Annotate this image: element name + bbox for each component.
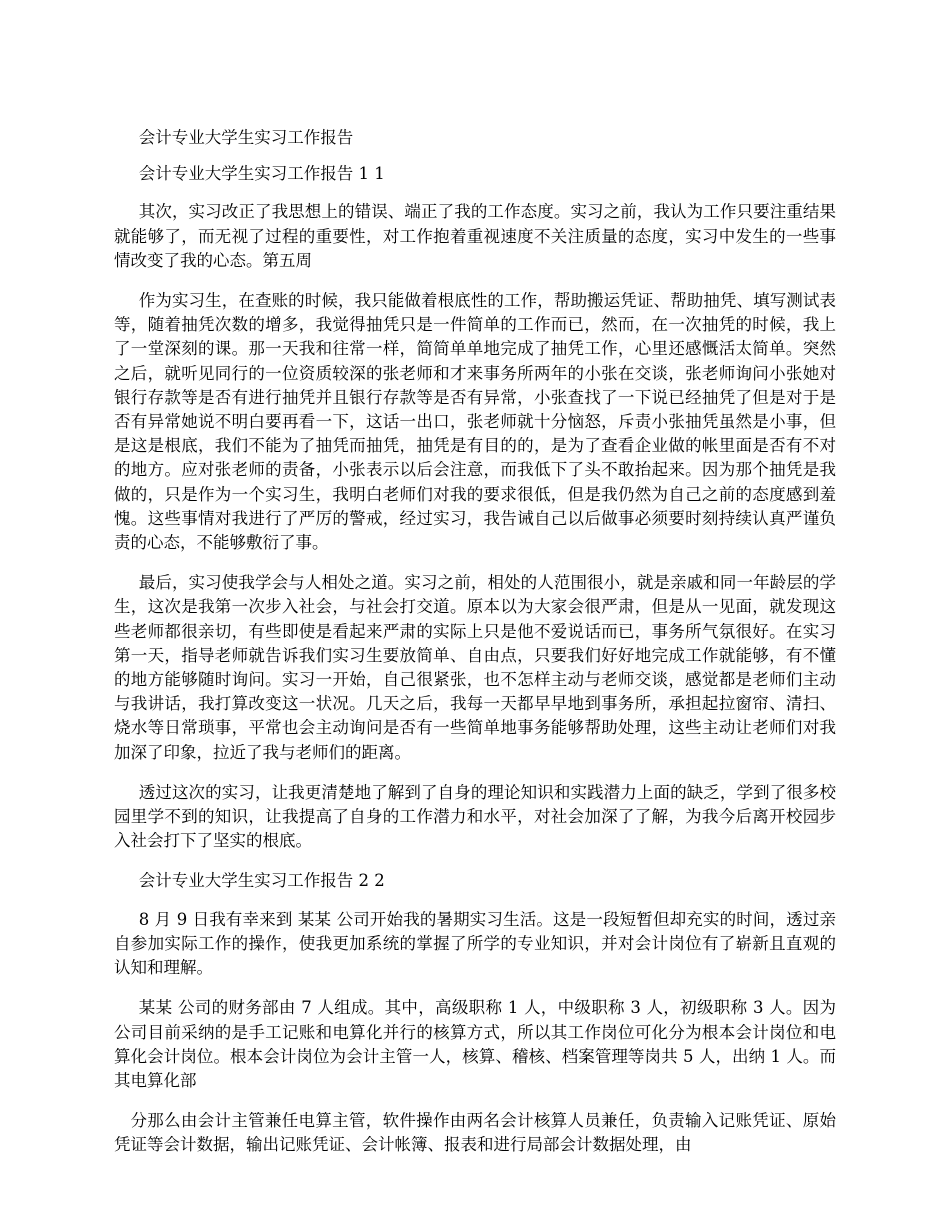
paragraph: 分那么由会计主管兼任电算主管，软件操作由两名会计核算人员兼任，负责输入记账凭证、原始凭证等会计数据，输出记账凭证、会计帐簿、报表和进行局部会计数据处理，由 (114, 1111, 836, 1155)
document-title: 会计专业大学生实习工作报告 (138, 128, 354, 147)
paragraph: 其次，实习改正了我思想上的错误、端正了我的工作态度。实习之前，我认为工作只要注重结果就能够了，而无视了过程的重要性，对工作抱着重视速度不关注质量的态度，实习中发生的一些事情改变了我的心态。第五周 (114, 202, 836, 270)
paragraph: 作为实习生，在查账的时候，我只能做着根底性的工作，帮助搬运凭证、帮助抽凭、填写测试表等，随着抽凭次数的增多，我觉得抽凭只是一件简单的工作而已，然而，在一次抽凭的时候，我上了一堂深刻的课。那一天我和往常一样，简简单单地完成了抽凭工作，心里还感慨活太简单。突然之后，就听见同行的一位资质较深的张老师和才来事务所两年的小张在交谈，张老师询问小张她对银行存款等是否有进行抽凭并且银行存款等是否有异常，小张查找了一下说已经抽凭了但是对于是否有异常她说不明白要再看一下，这话一出口，张老师就十分恼怒，斥责小张抽凭虽然是小事，但是这是根底，我们不能为了抽凭而抽凭，抽凭是有目的的，是为了查看企业做的帐里面是否有不对的地方。应对张老师的责备，小张表示以后会注意，而我低下了头不敢抬起来。因为那个抽凭是我做的，只是作为一个实习生，我明白老师们对我的要求很低，但是我仍然为自己之前的态度感到羞愧。这些事情对我进行了严厉的警戒，经过实习，我告诫自己以后做事必须要时刻持续认真严谨负责的心态，不能够敷衍了事。 (114, 291, 836, 553)
paragraph: 某某 公司的财务部由 7 人组成。其中，高级职称 1 人，中级职称 3 人，初级职称 3 人。因为公司目前采纳的是手工记账和电算化并行的核算方式，所以其工作岗位可化分为根本会计岗位和电算化会计岗位。根本会计岗位为会计主管一人，核算、稽核、档案管理等岗共 5 人，出纳 1 人。而其电算化部 (114, 998, 836, 1090)
paragraph: 透过这次的实习，让我更清楚地了解到了自身的理论知识和实践潜力上面的缺乏，学到了很多校园里学不到的知识，让我提高了自身的工作潜力和水平，对社会加深了了解，为我今后离开校园步入社会打下了坚实的根底。 (114, 782, 836, 851)
section-heading-2: 会计专业大学生实习工作报告 2 2 (138, 871, 385, 891)
document-page (114, 126, 836, 1174)
paragraph: 8 月 9 日我有幸来到 某某 公司开始我的暑期实习生活。这是一段短暂但却充实的时间，透过亲自参加实际工作的操作，使我更加系统的掌握了所学的专业知识，并对会计岗位有了崭新且直观的认知和理解。 (114, 909, 836, 978)
section-heading-1: 会计专业大学生实习工作报告 1 1 (138, 164, 385, 184)
paragraph: 最后，实习使我学会与人相处之道。实习之前，相处的人范围很小，就是亲戚和同一年龄层的学生，这次是我第一次步入社会，与社会打交道。原本以为大家会很严肃，但是从一见面，就发现这些老师都很亲切，有些即使是看起来严肃的实际上只是他不爱说话而已，事务所气氛很好。在实习第一天，指导老师就告诉我们实习生要放简单、自由点，只要我们好好地完成工作就能够，有不懂的地方能够随时询问。实习一开始，自己很紧张，也不怎样主动与老师交谈，感觉都是老师们主动与我讲话，我打算改变这一状况。几天之后，我每一天都早早地到事务所，承担起拉窗帘、清扫、烧水等日常琐事，平常也会主动询问是否有一些简单地事务能够帮助处理，这些主动让老师们对我加深了印象，拉近了我与老师们的距离。 (114, 573, 836, 762)
